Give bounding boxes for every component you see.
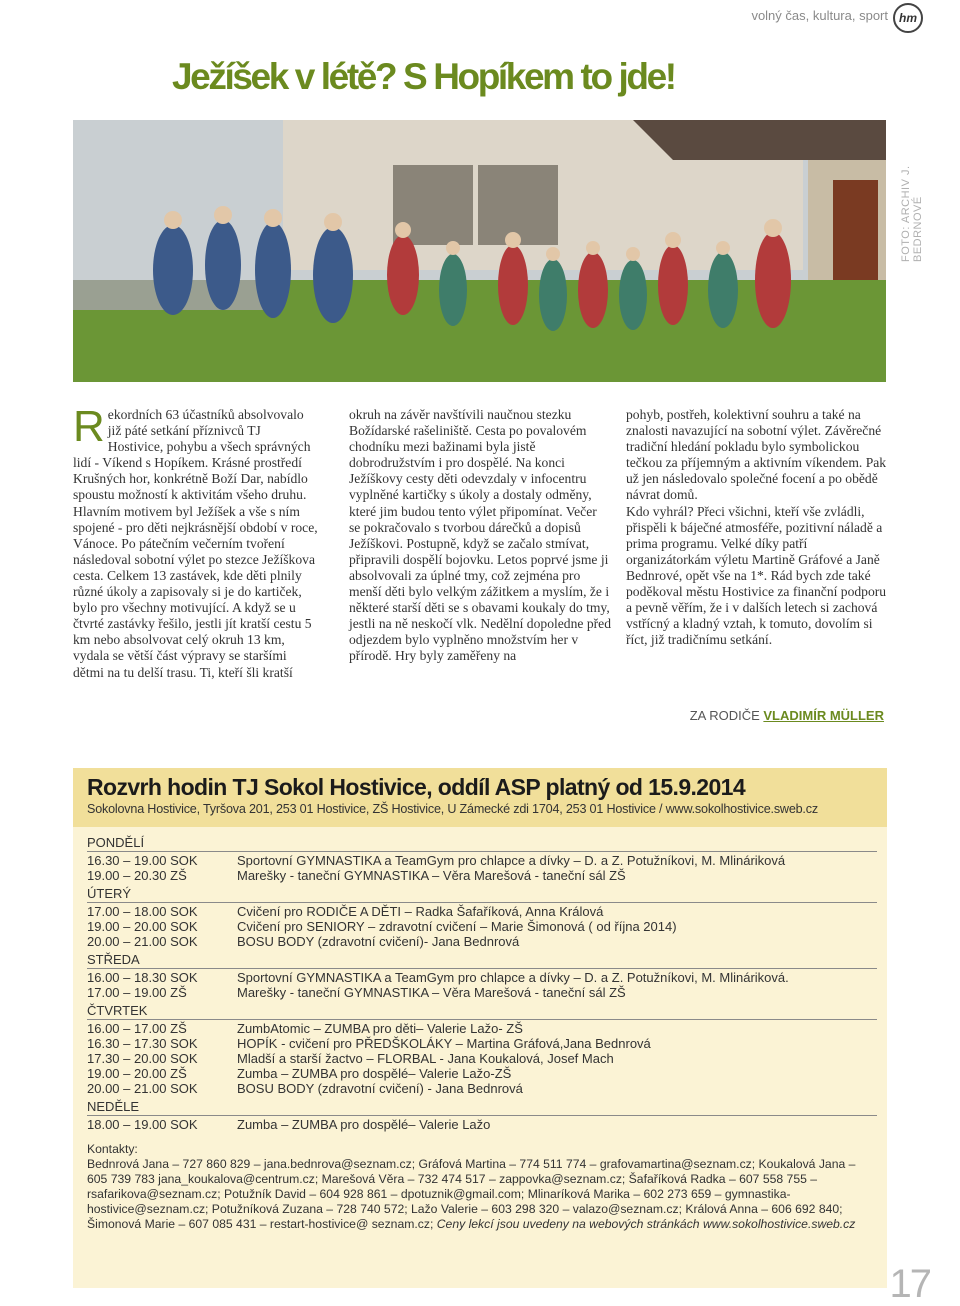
schedule-row	[87, 868, 877, 883]
article-text: ekordních 63 účastníků absolvovalo již páté setkání příznivců TJ Hostivice, pohybu a všech správných lidí - Víkend s Hopíkem. Krásné prostředí Krušných hor, konkrétně Boží Dar, nabídlo spoustu možností k aktivitám všeho druhu. Hlavním motivem byl Ježíšek a vše s ním spojené - pro děti nejkrásnější období v roce, Vánoce. Po pátečním večerním tvoření následoval sobotní výlet po stezce Ježíškova cesta. Celkem 13 zastávek, kde děti plnily různé úkoly a zapisovaly si je do kartiček, bylo pro všechny motivující. A když se u čtvrté zastávky řešilo, jestli jít kratší cestu 5 km nebo absolvovat celý okruh 13 km, vydala se větší část výpravy se staršími dětmi na tu delší trasu. Ti, kteří šli kratší	[73, 407, 318, 680]
row-activity: ZumbAtomic – ZUMBA pro děti– Valerie Lažo- ZŠ	[237, 1021, 523, 1036]
row-activity: Marešky - taneční GYMNASTIKA – Věra Marešová - taneční sál ZŠ	[237, 868, 626, 883]
row-time: 16.30 – 17.30 SOK	[87, 1036, 198, 1051]
row-activity: Sportovní GYMNASTIKA a TeamGym pro chlapce a dívky – D. a Z. Potužníkovi, M. Mlináriková.	[237, 970, 789, 985]
schedule-contacts	[87, 1142, 877, 1233]
row-activity: BOSU BODY (zdravotní cvičení) - Jana Bednrová	[237, 1081, 523, 1096]
schedule-body	[87, 832, 877, 1233]
article-text: Kdo vyhrál? Přeci všichni, kteří vše zvládli, přispěli k báječné atmosféře, pozitivní náladě a prima programu. Velké díky patří organizátorkám výletu Martině Gráfové a Janě Bednrové, opět vše na 1*. Rád bych zde také poděkoval městu Hostivice za finanční podporu a pevně věřím, že i v dalších letech si zachová vstřícný a kladný vztah, k tomuto, dovolím si říct, již tradičnímu setkání.	[626, 503, 887, 648]
schedule-day-thursday	[87, 1003, 877, 1096]
schedule-row	[87, 1021, 877, 1036]
row-activity: Cvičení pro SENIORY – zdravotní cvičení – Marie Šimonová ( od října 2014)	[237, 919, 677, 934]
schedule-row	[87, 904, 877, 919]
schedule-day-tuesday	[87, 886, 877, 949]
article-column-1	[73, 402, 319, 681]
row-time: 16.30 – 19.00 SOK	[87, 853, 198, 868]
author-prefix: ZA RODIČE	[689, 708, 760, 723]
row-activity: Sportovní GYMNASTIKA a TeamGym pro chlapce a dívky – D. a Z. Potužníkovi, M. Mlináriková	[237, 853, 786, 868]
row-time: 19.00 – 20.00 SOK	[87, 919, 198, 934]
row-time: 16.00 – 17.00 ZŠ	[87, 1021, 187, 1036]
day-name: ČTVRTEK	[87, 1003, 877, 1020]
schedule-row	[87, 1081, 877, 1096]
row-time: 18.00 – 19.00 SOK	[87, 1117, 198, 1132]
article-author	[626, 708, 884, 723]
author-name: VLADIMÍR MÜLLER	[763, 708, 884, 723]
schedule-header	[73, 768, 887, 827]
section-label: volný čas, kultura, sport	[751, 8, 888, 23]
contacts-label: Kontakty:	[87, 1142, 138, 1156]
row-time: 16.00 – 18.30 SOK	[87, 970, 198, 985]
article-text: okruh na závěr navštívili naučnou stezku Božídarské rašeliniště. Cesta po povalovém chodníku mezi bažinami byla jistě dobrodružstvím i pro dospělé. Na konci Ježíškovy cesty děti odevzdaly v infocentru vyplněné kartičky s úkoly a dostaly odměny, které jim budou tento výlet připomínat. Večer se pokračovalo s tvorbou dárečků a dopisů Ježíškovi. Postupně, když se začalo stmívat, připravili dospělí bojovku. Letos poprvé jsme ji absolvovali za úplné tmy, což zejména pro menší děti bylo velkým zážitkem a myslím, že i některé starší děti se s obavami koukaly do tmy, jestli na ně neskočí vlk. Nedělní dopoledne před odjezdem bylo vyplněno množstvím her v přírodě. Hry byly zaměřeny na	[349, 407, 611, 664]
group-photo	[73, 120, 886, 382]
group-photo-illustration	[73, 120, 886, 382]
row-activity: HOPÍK - cvičení pro PŘEDŠKOLÁKY – Martina Gráfová,Jana Bednrová	[237, 1036, 651, 1051]
schedule-row	[87, 1117, 877, 1132]
schedule-title: Rozvrh hodin TJ Sokol Hostivice, oddíl ASP platný od 15.9.2014	[87, 774, 746, 800]
page-number: 17	[889, 1262, 930, 1306]
row-time: 20.00 – 21.00 SOK	[87, 1081, 198, 1096]
row-time: 19.00 – 20.00 ZŠ	[87, 1066, 187, 1081]
schedule-day-sunday	[87, 1099, 877, 1132]
schedule-row	[87, 934, 877, 949]
schedule-row	[87, 985, 877, 1000]
row-activity: Cvičení pro RODIČE A DĚTI – Radka Šafaříková, Anna Králová	[237, 904, 604, 919]
row-activity: Marešky - taneční GYMNASTIKA – Věra Marešová - taneční sál ZŠ	[237, 985, 626, 1000]
schedule-day-monday	[87, 835, 877, 883]
row-time: 20.00 – 21.00 SOK	[87, 934, 198, 949]
row-time: 17.00 – 18.00 SOK	[87, 904, 198, 919]
magazine-logo: hm	[893, 3, 923, 33]
schedule-row	[87, 970, 877, 985]
contacts-text: Bednrová Jana – 727 860 829 – jana.bednrova@seznam.cz; Gráfová Martina – 774 511 774 – grafovamartina@seznam.cz; Koukalová Jana – 605 739 783 jana_koukalova@centrum.cz; Marešová Věra – 732 474 517 – zappovka@seznam.cz; Šafaříková Radka – 607 558 755 – rsafarikova@seznam.cz; Potužník David – 604 928 861 – dpotuznik@gmail.com; Mlinaríková Marika – 602 273 659 – gymnastika-hostivice@seznam.cz; Potužníková Zuzana – 728 740 572; Lažo Valerie – 603 298 320 – valazo@seznam.cz; Králová Anna – 606 692 840; Šimonová Marie – 607 085 431 – restart-hostivice@ seznam.cz;	[87, 1157, 856, 1232]
schedule-box	[73, 768, 887, 1288]
row-activity: Mladší a starší žactvo – FLORBAL - Jana Koukalová, Josef Mach	[237, 1051, 614, 1066]
day-name: NEDĚLE	[87, 1099, 877, 1116]
drop-cap: R	[73, 402, 105, 451]
article-column-2	[349, 407, 611, 665]
day-name: PONDĚLÍ	[87, 835, 877, 852]
schedule-row	[87, 1036, 877, 1051]
schedule-row	[87, 1051, 877, 1066]
row-activity: Zumba – ZUMBA pro dospělé– Valerie Lažo-ZŠ	[237, 1066, 512, 1081]
photo-credit: FOTO: ARCHIV J. BEDRNOVÉ	[900, 165, 924, 262]
row-activity: BOSU BODY (zdravotní cvičení)- Jana Bednrová	[237, 934, 520, 949]
day-name: ÚTERÝ	[87, 886, 877, 903]
schedule-row	[87, 1066, 877, 1081]
day-name: STŘEDA	[87, 952, 877, 969]
row-time: 17.30 – 20.00 SOK	[87, 1051, 198, 1066]
schedule-row	[87, 853, 877, 868]
row-time: 19.00 – 20.30 ZŠ	[87, 868, 187, 883]
contacts-note: Ceny lekcí jsou uvedeny na webových stránkách www.sokolhostivice.sweb.cz	[436, 1217, 856, 1232]
schedule-day-wednesday	[87, 952, 877, 1000]
article-headline: Ježíšek v létě? S Hopíkem to jde!	[172, 56, 675, 97]
schedule-subtitle: Sokolovna Hostivice, Tyršova 201, 253 01 Hostivice, ZŠ Hostivice, U Zámecké zdi 1704, 253 01 Hostivice / www.sokolhostivice.sweb.cz	[87, 802, 818, 816]
schedule-row	[87, 919, 877, 934]
article-column-3	[626, 407, 888, 648]
row-activity: Zumba – ZUMBA pro dospělé– Valerie Lažo	[237, 1117, 491, 1132]
article-text: pohyb, postřeh, kolektivní souhru a také na znalosti navazující na sobotní výlet. Závěrečné tradiční hledání pokladu bylo symbolickou tečkou za příjemným a aktivním víkendem. Pak už jen následovalo společné focení a po obědě návrat domů.	[626, 407, 887, 503]
row-time: 17.00 – 19.00 ZŠ	[87, 985, 187, 1000]
